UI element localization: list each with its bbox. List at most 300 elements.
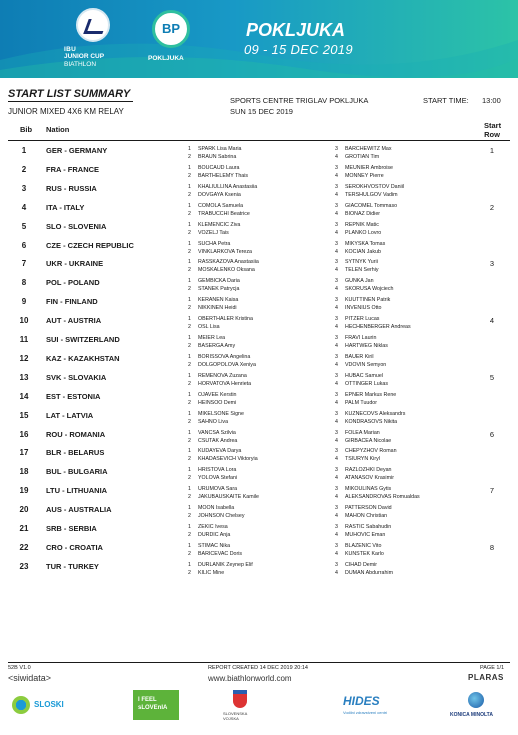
athlete-name: GEMBICKA Daria: [198, 278, 240, 285]
athlete-name: HARTWEG Niklas: [345, 343, 388, 349]
athlete-leg-2: [188, 324, 220, 331]
leg-number: 3: [335, 183, 338, 190]
athlete-name: BORISSOVA Angelina: [198, 353, 251, 360]
athlete-leg-1: [188, 259, 259, 266]
leg-number: 1: [188, 429, 191, 436]
athlete-name: CHEPYZHOV Roman: [345, 448, 397, 455]
leg-number: 1: [188, 202, 191, 209]
slovenian-army-crest-logo: [223, 690, 257, 720]
athlete-leg-2: [188, 173, 248, 180]
team-bib: 21: [19, 524, 29, 533]
team-bib: 11: [19, 335, 29, 344]
athlete-name: DUMAN Abdurrahim: [345, 569, 393, 576]
leg-number: 4: [335, 286, 338, 293]
athlete-name: SAHNO Liva: [198, 418, 229, 425]
athlete-leg-3: [335, 373, 383, 380]
athlete-name: HRISTOVA Lora: [198, 467, 237, 474]
athlete-leg-3: [335, 392, 396, 399]
leg-number: 1: [188, 335, 191, 341]
athlete-leg-1: [188, 297, 238, 304]
team-nation: LAT - LATVIA: [46, 410, 94, 420]
leg-number: 4: [335, 456, 338, 463]
team-bib: 9: [21, 297, 27, 307]
team-nation: BUL - BULGARIA: [46, 467, 108, 477]
athlete-leg-2: [188, 438, 237, 445]
athlete-leg-2: [188, 419, 228, 426]
team-nation: POL - POLAND: [46, 278, 100, 288]
athlete-leg-4: [335, 192, 398, 199]
team-row: [0, 486, 518, 504]
leg-number: 4: [335, 475, 338, 482]
athlete-leg-2: [188, 551, 242, 558]
team-row: [0, 297, 518, 315]
leg-number: 2: [188, 305, 191, 312]
team-row: [0, 241, 518, 259]
athlete-leg-4: [335, 362, 386, 369]
athlete-leg-1: [188, 165, 240, 172]
team-row: [0, 165, 518, 183]
konica-minolta-label: KONICA MINOLTA: [450, 712, 493, 718]
athlete-name: URUMOVA Sara: [198, 486, 238, 493]
athlete-name: KUDAYEVA Darya: [198, 448, 242, 455]
athlete-name: KOCIAN Jakub: [345, 248, 381, 255]
athlete-name: COMOLA Samuela: [198, 202, 244, 209]
team-bib: 19: [19, 486, 29, 496]
leg-number: 3: [335, 561, 338, 568]
team-row: [0, 392, 518, 410]
athlete-leg-3: [335, 297, 390, 304]
athlete-leg-4: [335, 267, 379, 274]
athlete-name: VOZELJ Tais: [198, 229, 229, 236]
athlete-name: TRABUCCHI Beatrice: [198, 210, 250, 217]
leg-number: 4: [335, 343, 338, 349]
leg-number: 4: [335, 361, 338, 368]
athlete-name: DOVGAYA Ksenia: [198, 191, 241, 198]
leg-number: 2: [188, 324, 191, 331]
team-bib: 22: [19, 542, 29, 552]
athlete-name: DURDIC Anja: [198, 532, 231, 538]
team-nation: SRB - SERBIA: [46, 524, 97, 533]
athlete-name: MEIER Lea: [198, 335, 226, 341]
start-row-value: 4: [489, 316, 495, 326]
sloski-sponsor-logo: [12, 690, 72, 720]
start-time-label: START TIME:: [423, 96, 469, 105]
event-title: POKLJUKA: [246, 20, 346, 40]
leg-number: 3: [335, 164, 338, 171]
team-row: [0, 316, 518, 334]
leg-number: 2: [188, 229, 191, 236]
athlete-leg-1: [188, 411, 244, 418]
athlete-name: KERANEN Kaisa: [198, 297, 239, 304]
athlete-name: BARICEVAC Doris: [198, 550, 243, 557]
leg-number: 2: [188, 418, 191, 425]
team-nation: AUT - AUSTRIA: [46, 316, 102, 326]
athlete-name: HEINSOO Demi: [198, 399, 237, 406]
athlete-name: MOSKALENKO Oksana: [198, 267, 255, 274]
leg-number: 1: [188, 259, 191, 266]
athlete-name: MIKYSKA Tomas: [345, 240, 386, 247]
athlete-leg-2: [188, 400, 236, 407]
athlete-name: REMENOVA Zuzana: [198, 372, 247, 379]
leg-number: 2: [188, 399, 191, 406]
team-bib: 5: [21, 221, 27, 231]
ibu-junior-cup-logo: [46, 8, 156, 72]
leg-number: 2: [188, 494, 191, 501]
athlete-name: STIMAC Nika: [198, 542, 231, 549]
leg-number: 1: [188, 353, 191, 360]
athlete-name: BLAZENIC Vito: [345, 542, 382, 549]
athlete-leg-2: [188, 267, 255, 274]
athlete-name: KUUTTINEN Patrik: [345, 297, 391, 304]
hides-label: HIDES: [343, 694, 380, 708]
athlete-name: CIHAD Demir: [345, 561, 378, 568]
athlete-name: OTTINGER Lukas: [345, 380, 388, 387]
athlete-name: STANEK Patrycja: [198, 286, 240, 293]
leg-number: 1: [188, 164, 191, 171]
team-nation: GER - GERMANY: [46, 146, 108, 155]
document-title: START LIST SUMMARY: [8, 88, 131, 100]
leg-number: 3: [335, 316, 338, 323]
leg-number: 3: [335, 467, 338, 474]
team-nation: AUS - AUSTRALIA: [46, 505, 112, 515]
athlete-name: PLANKO Lovro: [345, 229, 382, 236]
leg-number: 1: [188, 240, 191, 247]
leg-number: 2: [188, 267, 191, 274]
athlete-name: REPNIK Matic: [345, 221, 379, 228]
athlete-leg-4: [335, 305, 382, 312]
athlete-name: JAKUBAUSKAITE Kamile: [198, 494, 259, 501]
leg-number: 3: [335, 391, 338, 398]
team-nation: RUS - RUSSIA: [46, 183, 97, 193]
team-row: [0, 354, 518, 372]
leg-number: 4: [335, 399, 338, 406]
athlete-leg-4: [335, 475, 394, 482]
leg-number: 4: [335, 380, 338, 387]
athlete-name: BRAUN Sabrina: [198, 154, 237, 160]
team-row: [0, 373, 518, 391]
ibu-logo-line1: IBU: [64, 46, 77, 53]
team-row: [0, 543, 518, 561]
athlete-name: GROTIAN Tim: [345, 154, 380, 160]
leg-number: 1: [188, 410, 191, 417]
athlete-leg-2: [188, 362, 256, 369]
athlete-leg-4: [335, 532, 385, 539]
leg-number: 4: [335, 229, 338, 236]
column-header-nation: Nation: [46, 125, 70, 134]
leg-number: 3: [335, 353, 338, 360]
athlete-leg-4: [335, 570, 393, 577]
athlete-leg-2: [188, 230, 229, 237]
biathlete-icon: [76, 8, 110, 42]
athlete-name: BASERGA Amy: [198, 343, 236, 349]
athlete-leg-1: [188, 430, 236, 437]
leg-number: 3: [335, 429, 338, 436]
leg-number: 3: [335, 240, 338, 247]
event-dates: 09 - 15 DEC 2019: [244, 42, 353, 57]
team-nation: LTU - LITHUANIA: [46, 486, 108, 496]
leg-number: 3: [335, 486, 338, 493]
athlete-name: MUHOVIC Eman: [345, 532, 386, 538]
team-nation: TUR - TURKEY: [46, 561, 99, 571]
athlete-leg-3: [335, 335, 376, 342]
athlete-leg-1: [188, 184, 257, 191]
leg-number: 4: [335, 191, 338, 198]
leg-number: 2: [188, 569, 191, 576]
race-date: SUN 15 DEC 2019: [230, 107, 293, 116]
athlete-leg-2: [188, 570, 224, 577]
athlete-leg-3: [335, 543, 381, 550]
leg-number: 2: [188, 380, 191, 387]
athlete-name: NIKKINEN Heidi: [198, 305, 237, 312]
pokljuka-logo-label: POKLJUKA: [148, 55, 184, 62]
leg-number: 4: [335, 532, 338, 538]
athlete-name: OBERTHALER Kristina: [198, 316, 253, 323]
athlete-leg-4: [335, 324, 411, 331]
start-row-value: 7: [489, 486, 495, 496]
athlete-leg-1: [188, 316, 253, 323]
leg-number: 3: [335, 505, 338, 512]
athlete-leg-1: [188, 203, 243, 210]
athlete-leg-4: [335, 494, 420, 501]
leg-number: 2: [188, 191, 191, 198]
start-row-value: 5: [489, 372, 495, 382]
athlete-name: MAHON Christian: [345, 513, 388, 520]
leg-number: 2: [188, 475, 191, 482]
leg-number: 4: [335, 305, 338, 312]
team-nation: CRO - CROATIA: [46, 542, 103, 552]
athlete-name: ALEKSANDROVAS Romualdas: [345, 494, 420, 501]
athlete-name: SUCHA Petra: [198, 240, 231, 247]
website-link[interactable]: www.biathlonworld.com: [208, 674, 292, 683]
athlete-leg-4: [335, 343, 388, 350]
team-nation: BLR - BELARUS: [46, 448, 105, 458]
athlete-leg-1: [188, 486, 237, 493]
leg-number: 2: [188, 532, 191, 538]
athlete-leg-2: [188, 192, 241, 199]
athlete-leg-1: [188, 448, 241, 455]
leg-number: 3: [335, 146, 338, 152]
leg-number: 4: [335, 418, 338, 425]
race-name: JUNIOR MIXED 4X6 KM RELAY: [8, 107, 124, 116]
athlete-name: CSUTAK Andrea: [198, 437, 238, 444]
athlete-name: SYTNYK Yurii: [345, 259, 378, 266]
athlete-leg-4: [335, 230, 381, 237]
athlete-leg-1: [188, 222, 240, 229]
leg-number: 1: [188, 316, 191, 323]
team-nation: KAZ - KAZAKHSTAN: [46, 353, 120, 363]
leg-number: 1: [188, 486, 191, 493]
athlete-name: DOLGOPOLOVA Xeniya: [198, 361, 256, 368]
i-feel-slovenia-logo: [133, 690, 179, 720]
athlete-name: MOON Isabella: [198, 505, 235, 512]
team-bib: 16: [19, 429, 29, 439]
athlete-leg-3: [335, 486, 391, 493]
athlete-leg-2: [188, 381, 251, 388]
athlete-name: KILIC Mine: [198, 569, 225, 576]
athlete-name: ATANASOV Krasimir: [345, 475, 394, 482]
team-row: [0, 222, 518, 240]
column-header-start-row: Start Row: [484, 121, 502, 139]
venue-name: SPORTS CENTRE TRIGLAV POKLJUKA: [230, 96, 369, 105]
athlete-name: FRAVI Laurin: [345, 335, 377, 341]
athlete-name: KHALIULLINA Anastasiia: [198, 183, 258, 190]
title-underline: [8, 101, 133, 102]
athlete-name: RAZLOZHKI Deyan: [345, 467, 392, 474]
athlete-leg-2: [188, 532, 230, 539]
athlete-name: INVENIUS Otto: [345, 305, 382, 312]
leg-number: 1: [188, 221, 191, 228]
athlete-leg-3: [335, 562, 377, 569]
team-bib: 3: [21, 183, 27, 193]
team-bib: 14: [19, 391, 29, 401]
start-row-value: 3: [489, 259, 495, 269]
athlete-leg-1: [188, 146, 241, 153]
team-row: [0, 524, 518, 542]
athlete-name: HECHENBERGER Andreas: [345, 324, 411, 331]
athlete-name: VANCSA Szilvia: [198, 429, 236, 436]
athlete-leg-2: [188, 249, 252, 256]
athlete-name: MEUNIER Ambroise: [345, 164, 393, 171]
leg-number: 4: [335, 550, 338, 557]
athlete-name: VDOVIN Semyon: [345, 361, 387, 368]
team-row: [0, 278, 518, 296]
athlete-name: RASTIC Sabahudin: [345, 524, 392, 530]
team-nation: ITA - ITALY: [46, 202, 85, 212]
leg-number: 3: [335, 259, 338, 266]
athlete-name: BIONAZ Didier: [345, 210, 381, 217]
team-row: [0, 411, 518, 429]
athlete-name: TELEN Serhiy: [345, 267, 379, 274]
athlete-name: BARTHELEMY Thais: [198, 172, 249, 179]
athlete-name: RASSKAZOVA Anastasiia: [198, 259, 259, 266]
team-bib: 18: [19, 467, 29, 477]
ibu-logo-line3: BIATHLON: [64, 61, 97, 68]
athlete-name: PATTERSON David: [345, 505, 392, 512]
sloski-label: SLOSKI: [34, 700, 64, 709]
athlete-leg-1: [188, 373, 247, 380]
athlete-leg-2: [188, 475, 237, 482]
team-bib: 6: [21, 240, 27, 250]
team-row: [0, 430, 518, 448]
athlete-name: KUNSTEK Karlo: [345, 550, 384, 557]
leg-number: 3: [335, 410, 338, 417]
column-header-bib: Bib: [20, 125, 33, 134]
leg-number: 3: [335, 542, 338, 549]
athlete-name: PITZER Lucas: [345, 316, 380, 323]
team-bib: 23: [19, 561, 29, 571]
athlete-name: KLEMENCIC Ziva: [198, 221, 241, 228]
leg-number: 1: [188, 146, 191, 152]
ibu-logo-line2: JUNIOR CUP: [64, 53, 105, 60]
athlete-name: MIKOULINAS Gytis: [345, 486, 392, 493]
team-bib: 7: [21, 259, 27, 269]
team-row: [0, 184, 518, 202]
leg-number: 4: [335, 248, 338, 255]
athlete-leg-2: [188, 154, 236, 161]
athlete-name: OSL Lisa: [198, 324, 220, 331]
data-provider-logo: <siwidata>: [8, 673, 52, 683]
pokljuka-logo: [148, 10, 194, 72]
athlete-leg-3: [335, 524, 391, 531]
athlete-leg-2: [188, 343, 235, 350]
athlete-name: EPNER Markus Rene: [345, 391, 397, 398]
athlete-name: BAUER Kiril: [345, 353, 374, 360]
start-row-value: 8: [489, 542, 495, 552]
timing-provider-logo: PLARAS: [468, 673, 504, 682]
leg-number: 1: [188, 524, 191, 530]
team-nation: ROU - ROMANIA: [46, 429, 106, 439]
athlete-leg-4: [335, 286, 393, 293]
athlete-leg-4: [335, 381, 388, 388]
athlete-name: FOLEA Marian: [345, 429, 380, 436]
athlete-name: SKORUSA Wojciech: [345, 286, 394, 293]
team-bib: 20: [19, 505, 29, 515]
header-banner: [0, 0, 518, 78]
athlete-leg-3: [335, 411, 405, 418]
leg-number: 2: [188, 550, 191, 557]
athlete-leg-3: [335, 316, 379, 323]
athlete-leg-4: [335, 551, 384, 558]
athlete-leg-1: [188, 278, 240, 285]
team-bib: 10: [19, 316, 29, 326]
sloski-icon: [12, 696, 30, 714]
athlete-leg-3: [335, 203, 397, 210]
athlete-name: ZEKIC Ivesa: [198, 524, 228, 530]
athlete-leg-4: [335, 513, 387, 520]
athlete-name: PALM Tuudor: [345, 399, 377, 406]
team-bib: 12: [19, 353, 29, 363]
leg-number: 4: [335, 513, 338, 520]
athlete-leg-4: [335, 173, 384, 180]
report-code: 52B V1.0: [8, 665, 31, 671]
konica-minolta-logo: [450, 690, 506, 720]
leg-number: 1: [188, 467, 191, 474]
athlete-name: KONDRASOVS Nikita: [345, 418, 398, 425]
athlete-leg-1: [188, 241, 230, 248]
team-row: [0, 259, 518, 277]
athlete-leg-2: [188, 494, 259, 501]
team-nation: FRA - FRANCE: [46, 164, 100, 174]
athlete-leg-2: [188, 286, 239, 293]
leg-number: 1: [188, 183, 191, 190]
athlete-leg-1: [188, 335, 225, 342]
team-row: [0, 146, 518, 164]
leg-number: 1: [188, 391, 191, 398]
athlete-name: OJAVEE Kerstin: [198, 391, 237, 398]
leg-number: 4: [335, 154, 338, 160]
athlete-leg-3: [335, 505, 392, 512]
leg-number: 1: [188, 297, 191, 304]
leg-number: 2: [188, 248, 191, 255]
athlete-name: VINKLARKOVA Tereza: [198, 248, 252, 255]
team-nation: CZE - CZECH REPUBLIC: [46, 240, 134, 250]
team-row: [0, 203, 518, 221]
athlete-name: KHADASEVICH Viktoryia: [198, 456, 258, 463]
leg-number: 2: [188, 210, 191, 217]
athlete-leg-3: [335, 241, 385, 248]
athlete-name: GIACOMEL Tommaso: [345, 202, 398, 209]
leg-number: 3: [335, 335, 338, 341]
team-nation: EST - ESTONIA: [46, 391, 101, 401]
athlete-name: MONNEY Pierre: [345, 172, 384, 179]
leg-number: 3: [335, 202, 338, 209]
leg-number: 3: [335, 278, 338, 285]
leg-number: 3: [335, 372, 338, 379]
team-bib: 8: [21, 278, 27, 288]
start-row-value: 6: [489, 429, 495, 439]
athlete-leg-1: [188, 543, 230, 550]
leg-number: 2: [188, 456, 191, 463]
